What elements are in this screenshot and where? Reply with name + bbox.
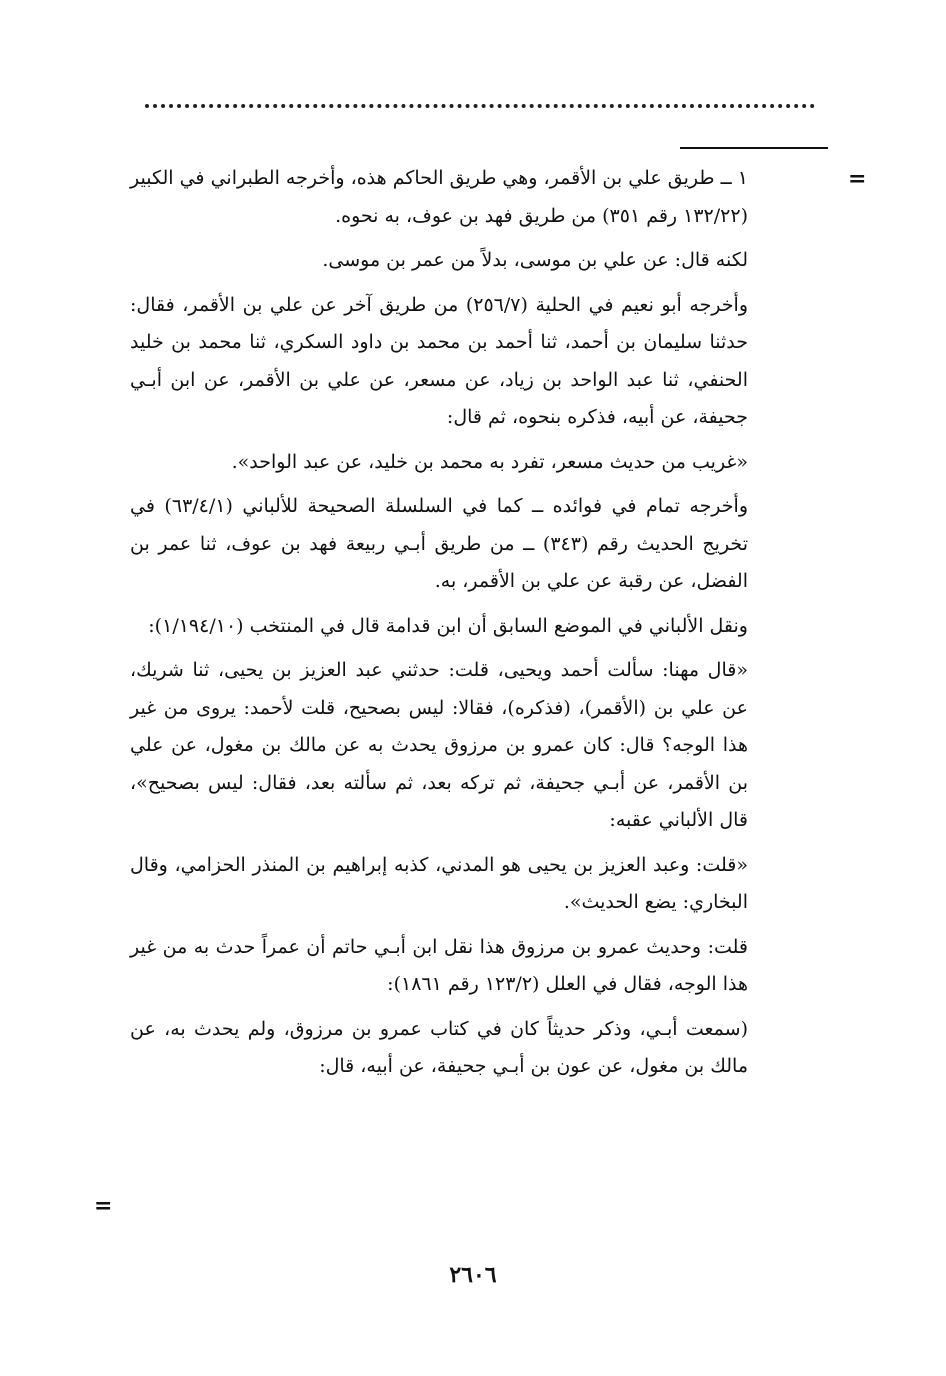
- continuation-mark-bottom: =: [94, 1193, 113, 1219]
- footnote-paragraph: ونقل الألباني في الموضع السابق أن ابن قدامة قال في المنتخب (١/١٩٤/١٠):: [148, 614, 748, 637]
- footnote-paragraph: لكنه قال: عن علي بن موسى، بدلاً من عمر بن موسى.: [322, 249, 748, 271]
- footnote-paragraph: ١ ــ طريق علي بن الأقمر، وهي طريق الحاكم هذه، وأخرجه الطبراني في الكبير (١٣٢/٢٢ رقم ٣٥١) من طريق فهد بن عوف، به نحوه.: [130, 167, 748, 227]
- continuation-mark-top: =: [848, 166, 867, 192]
- footnote-separator-rule: [680, 147, 828, 149]
- footnote-paragraph: وأخرجه أبو نعيم في الحلية (٢٥٦/٧) من طريق آخر عن علي بن الأقمر، فقال: حدثنا سليمان بن أحمد، ثنا أحمد بن محمد بن داود السكري، ثنا محمد بن خليد الحنفي، ثنا عبد الواحد بن زياد، عن مسعر، عن علي بن الأقمر، عن ابن أبـي جحيفة، عن أبيه، فذكره بنحوه، ثم قال:: [130, 293, 748, 428]
- page-number: ٢٦٠٦: [449, 1262, 497, 1288]
- footnote-paragraph: (سمعت أبـي، وذكر حديثاً كان في كتاب عمرو بن مرزوق، ولم يحدث به، عن مالك بن مغول، عن عون بن أبـي جحيفة، عن أبيه، قال:: [130, 1017, 748, 1077]
- footnote-paragraph: وأخرجه تمام في فوائده ــ كما في السلسلة الصحيحة للألباني (٦٣/٤/١) في تخريج الحديث رقم (٣٤٣) ــ من طريق أبـي ربيعة فهد بن عوف، ثنا عمر بن الفضل، عن رقبة عن علي بن الأقمر، به.: [130, 495, 748, 592]
- footnote-text-column: [130, 160, 748, 1093]
- footnote-paragraph: «قلت: وعبد العزيز بن يحيى هو المدني، كذبه إبراهيم بن المنذر الحزامي، وقال البخاري: يضع الحديث».: [130, 853, 748, 913]
- footnote-paragraph: قلت: وحديث عمرو بن مرزوق هذا نقل ابن أبـي حاتم أن عمراً حدث به من غير هذا الوجه، فقال في العلل (١٢٣/٢ رقم ١٨٦١):: [130, 935, 748, 995]
- top-dotted-rule: [145, 104, 815, 108]
- footnote-paragraph: «غريب من حديث مسعر، تفرد به محمد بن خليد، عن عبد الواحد».: [231, 450, 748, 473]
- footnote-paragraph: «قال مهنا: سألت أحمد ويحيى، قلت: حدثني عبد العزيز بن يحيى، ثنا شريك، عن علي بن (الأقمر)، (فذكره)، فقالا: ليس بصحيح، قلت لأحمد: يروى من غير هذا الوجه؟ قال: كان عمرو بن مرزوق يحدث به عن مالك بن مغول، عن علي بن الأقمر، عن أبـي جحيفة، ثم تركه بعد، ثم سألته بعد، فقال: ليس بصحيح»، قال الألباني عقبه:: [130, 659, 748, 831]
